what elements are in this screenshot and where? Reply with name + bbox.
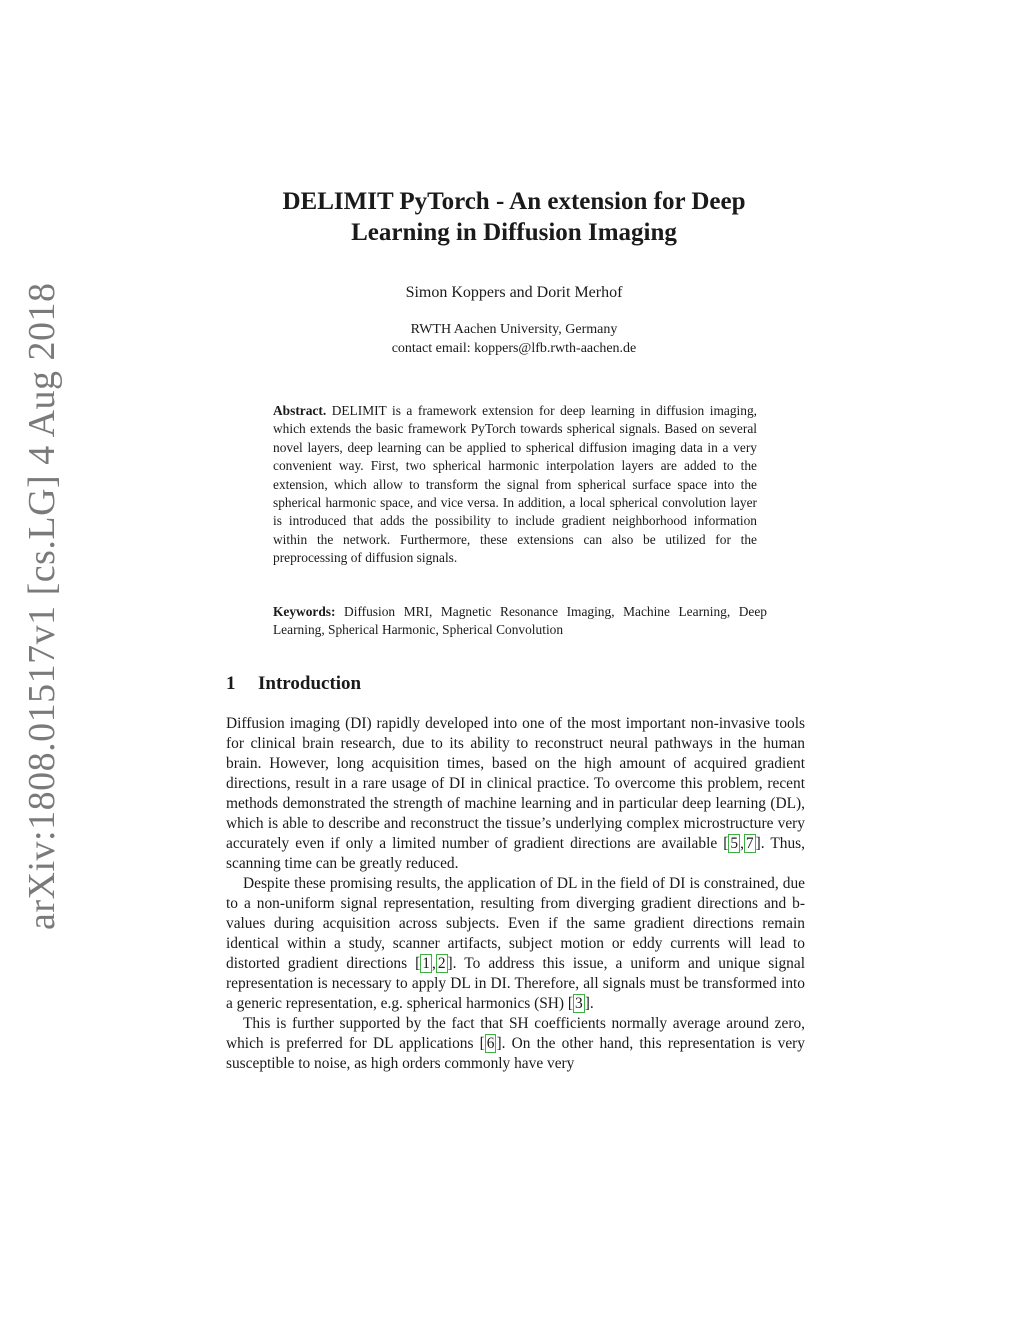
citation-link[interactable]: 3 xyxy=(575,995,583,1012)
keywords xyxy=(273,603,767,640)
citation-link[interactable]: 5 xyxy=(730,835,739,852)
paragraph-text: ]. To address this issue, a uniform and unique signal representation is necessary to apply DL in DI. Therefore, all signals must be transformed into a generic representation, e.g. spherical harmonics (SH) [ xyxy=(226,955,805,1012)
abstract-label: Abstract. xyxy=(273,403,327,418)
paragraph-text: ]. Thus, scanning time can be greatly reduced. xyxy=(226,835,805,872)
paragraph: Diffusion imaging (DI) rapidly developed into one of the most important non-invasive tools for clinical brain research, due to its ability to reconstruct neural pathways in the human brain. However, long acquisition times, based on the high amount of acquired gradient directions, result in a rare usage of DI in clinical practice. To overcome this problem, recent methods demonstrated the strength of machine learning and in particular deep learning (DL), which is able to describe and reconstruct the tissue’s underlying complex microstructure very accurately even if only a limited number of gradient directions are available [ 5 , 7 ]. Thus, scanning time can be greatly reduced. xyxy=(226,715,805,872)
title-line-2: Learning in Diffusion Imaging xyxy=(351,219,677,246)
contact-email: contact email: koppers@lfb.rwth-aachen.de xyxy=(391,341,637,356)
paragraph xyxy=(226,1014,805,1074)
keywords-label: Keywords: xyxy=(273,604,336,619)
citation-link[interactable]: 1 xyxy=(422,955,430,972)
citation-link[interactable]: 2 xyxy=(437,955,446,972)
section-title: Introduction xyxy=(258,673,362,694)
paper-title xyxy=(200,186,828,248)
introduction-body xyxy=(226,714,805,1074)
abstract xyxy=(273,402,757,568)
citation-link[interactable]: 7 xyxy=(745,835,754,852)
paragraph-text: ]. On the other hand, this representation is very susceptible to noise, as high orders commonly have very xyxy=(226,1035,805,1072)
section-heading xyxy=(226,673,361,695)
title-line-1: DELIMIT PyTorch - An extension for Deep xyxy=(282,188,746,215)
authors: Simon Koppers and Dorit Merhof xyxy=(405,284,623,301)
paragraph-text: Diffusion imaging (DI) rapidly developed into one of the most important non-invasive tools for clinical brain research, due to its ability to reconstruct neural pathways in the human brain. However, long acquisition times, based on the high amount of acquired gradient directions, result in a rare usage of DI in clinical practice. To overcome this problem, recent methods demonstrated the strength of machine learning and in particular deep learning (DL), which is able to describe and reconstruct the tissue’s underlying complex microstructure very accurately even if only a limited number of gradient directions are available [ xyxy=(226,715,805,852)
affiliation-block xyxy=(200,320,828,358)
paragraph-text: This is further supported by the fact that SH coefficients normally average around zero, which is preferred for DL applications [ xyxy=(226,1015,805,1052)
arxiv-identifier-stamp: arXiv:1808.01517v1 [cs.LG] 4 Aug 2018 xyxy=(21,282,63,930)
keywords-text: Diffusion MRI, Magnetic Resonance Imaging, Machine Learning, Deep Learning, Spherical Harmonic, Spherical Convolution xyxy=(273,604,767,638)
abstract-text: DELIMIT is a framework extension for deep learning in diffusion imaging, which extends the basic framework PyTorch towards spherical signals. Based on several novel layers, deep learning can be applied to spherical diffusion imaging data in a very convenient way. First, two spherical harmonic interpolation layers are added to the extension, which allow to transform the signal from spherical surface space into the spherical harmonic space, and vice versa. In addition, a local spherical convolution layer is introduced that adds the possibility to include gradient neighborhood information within the network. Furthermore, these extensions can also be utilized for the preprocessing of diffusion signals. xyxy=(273,403,757,566)
paragraph-text: Despite these promising results, the application of DL in the field of DI is constrained, due to a non-uniform signal representation, resulting from diverging gradient directions and b-values during acquisition across subjects. Even if the same gradient directions remain identical within a study, scanner artifacts, subject motion or eddy currents will lead to distorted gradient directions [ xyxy=(226,875,805,972)
paragraph-text: ]. xyxy=(584,995,594,1012)
section-number: 1 xyxy=(226,673,236,694)
affiliation: RWTH Aachen University, Germany xyxy=(410,322,618,337)
citation-link[interactable]: 6 xyxy=(486,1035,495,1052)
paragraph: Despite these promising results, the application of DL in the field of DI is constrained, due to a non-uniform signal representation, resulting from diverging gradient directions and b-values during acquisition across subjects. Even if the same gradient directions remain identical within a study, scanner artifacts, subject motion or eddy currents will lead to distorted gradient directions [ 1 , 2 ]. To address this issue, a uniform and unique signal representation is necessary to apply DL in DI. Therefore, all signals must be transformed into a generic representation, e.g. spherical harmonics (SH) [ 3 ]. xyxy=(226,875,805,1012)
